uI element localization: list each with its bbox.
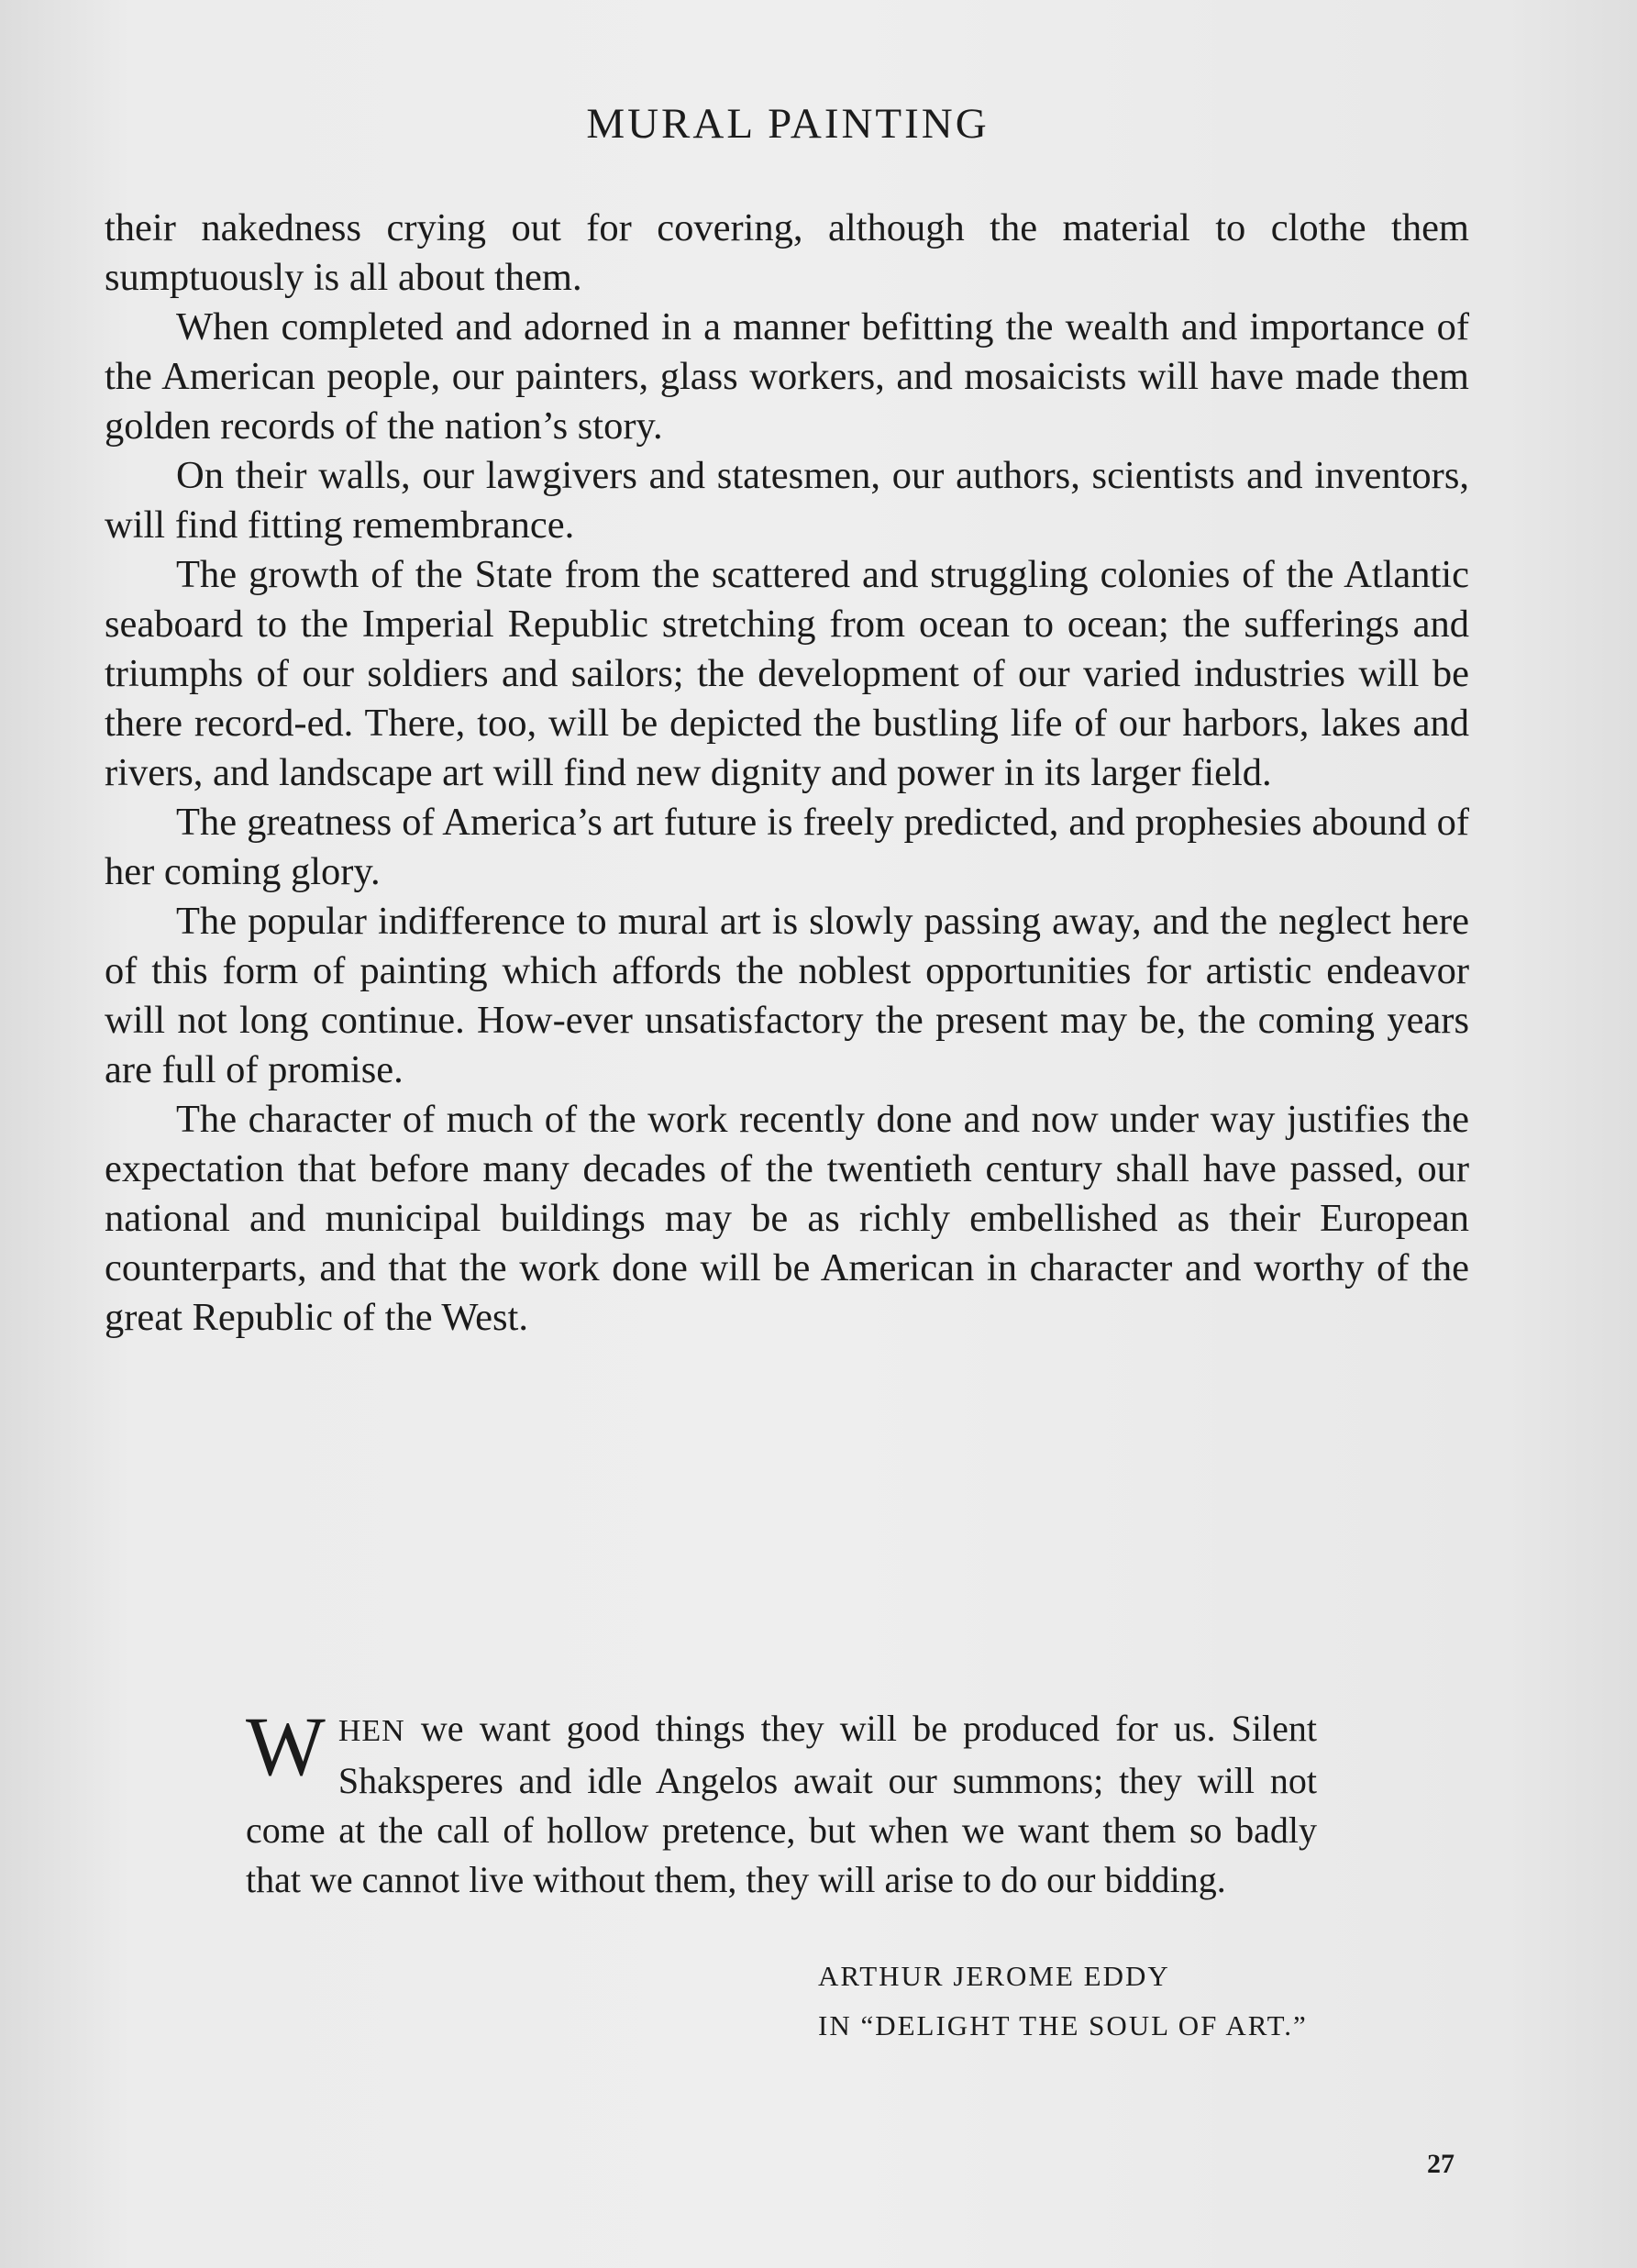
quote-text: we want good things they will be produced for us. Silent Shaksperes and idle Angelos await our summons; they will not come at the call of hollow pretence, but when we want them so badly that we cannot live without them, they will arise to do our bidding. [246,1708,1317,1900]
quote-attribution [818,1952,1460,2051]
paragraph: On their walls, our lawgivers and statesmen, our authors, scientists and inventors, will find fitting remembrance. [105,454,1469,547]
epigraph-quote [246,1699,1317,1905]
drop-cap: W [246,1699,326,1793]
paragraph: The character of much of the work recently done and now under way justifies the expectation that before many decades of the twentieth century shall have passed, our national and municipal buildings may be as richly embellished as their European counterparts, and that the work done will be American in character and worthy of the great Republic of the West. [105,1098,1469,1339]
paragraph-continuation: their nakedness crying out for covering, although the material to clothe them sumptuously is all about them. [105,206,1469,299]
body-text [105,204,1469,1343]
quote-lead-caps: HEN [337,1714,405,1748]
paragraph: The popular indifference to mural art is slowly passing away, and the neglect here of this form of painting which affords the noblest opportunities for artistic endeavor will not long continue. How-ever unsatisfactory the present may be, the coming years are full of promise. [105,900,1469,1091]
page-number: 27 [1427,2149,1454,2179]
paragraph: When completed and adorned in a manner befitting the wealth and importance of the American people, our painters, glass workers, and mosaicists will have made them golden records of the nation’s story. [105,305,1469,448]
paragraph: The greatness of America’s art future is freely predicted, and prophesies abound of her coming glory. [105,801,1469,893]
running-head: MURAL PAINTING [586,100,990,148]
paragraph: The growth of the State from the scattered and struggling colonies of the Atlantic seaboard to the Imperial Republic stretching from ocean to ocean; the sufferings and triumphs of our soldiers and sailors; the development of our varied industries will be there record-ed. There, too, will be depicted the bustling life of our harbors, lakes and rivers, and landscape art will find new dignity and power in its larger field. [105,553,1469,794]
attribution-author: ARTHUR JEROME EDDY [818,1960,1170,1992]
attribution-source: IN “DELIGHT THE SOUL OF ART.” [818,2009,1308,2041]
